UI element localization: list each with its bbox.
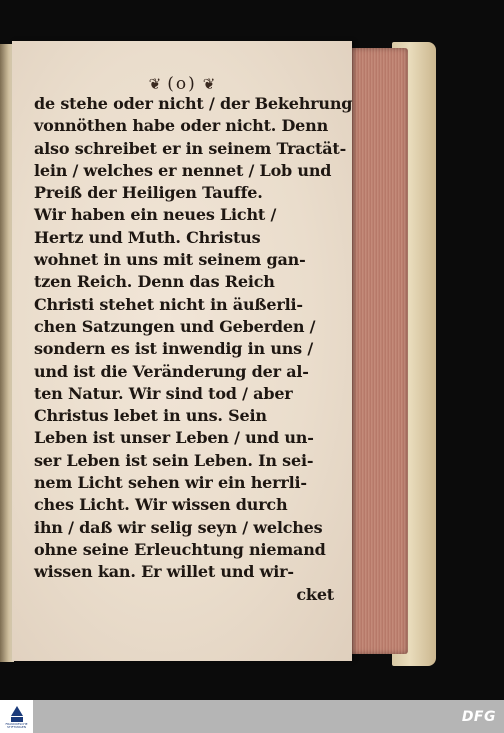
institution-logo-text: FRANCKESCHE STIFTUNGEN — [5, 721, 28, 729]
text-line: Preiß der Heiligen Tauffe. — [34, 183, 263, 203]
text-line: Christi stehet nicht in äußerli- — [34, 294, 303, 314]
text-line: de stehe oder nicht / der Bekehrung — [34, 94, 353, 113]
ornament-left-icon: ❦ — [148, 74, 162, 93]
page-edges — [350, 48, 408, 654]
dfg-logo[interactable]: DFG — [461, 709, 496, 725]
text-line: wohnet in uns mit seinem gan- — [34, 250, 306, 270]
text-line: ches Licht. Wir wissen durch — [34, 495, 288, 515]
text-line: wissen kan. Er willet und wir- — [34, 562, 294, 582]
text-line: Christus lebet in uns. Sein — [34, 406, 267, 426]
catchword: cket — [296, 584, 334, 604]
page-text — [34, 93, 353, 606]
text-line: Leben ist unser Leben / und un- — [34, 428, 314, 448]
footer-bar — [0, 700, 504, 733]
ornament-right-icon: ❦ — [202, 74, 216, 93]
text-line: und ist die Veränderung der al- — [34, 361, 309, 381]
text-line: chen Satzungen und Geberden / — [34, 316, 316, 336]
text-line: ser Leben ist sein Leben. In sei- — [34, 450, 314, 470]
text-line: lein / welches er nennet / Lob und — [34, 160, 332, 180]
text-line: sondern es ist inwendig in uns / — [34, 339, 314, 359]
text-line: nem Licht sehen wir ein herrli- — [34, 473, 307, 493]
page-number: (o) — [167, 74, 197, 94]
institution-logo-icon — [11, 706, 23, 716]
text-line: Wir haben ein neues Licht / — [34, 205, 277, 225]
text-line: tzen Reich. Denn das Reich — [34, 272, 275, 292]
page-header — [12, 73, 352, 95]
text-line: Hertz und Muth. Christus — [34, 227, 261, 247]
text-line: ten Natur. Wir sind tod / aber — [34, 383, 293, 403]
text-line: ohne seine Erleuchtung niemand — [34, 539, 326, 559]
institution-logo-base — [11, 717, 23, 722]
text-line: also schreibet er in seinem Tractät- — [34, 138, 347, 158]
institution-logo[interactable] — [0, 700, 33, 733]
book-page — [12, 41, 352, 661]
text-line: ihn / daß wir selig seyn / welches — [34, 517, 323, 537]
text-line: vonnöthen habe oder nicht. Denn — [34, 116, 329, 136]
